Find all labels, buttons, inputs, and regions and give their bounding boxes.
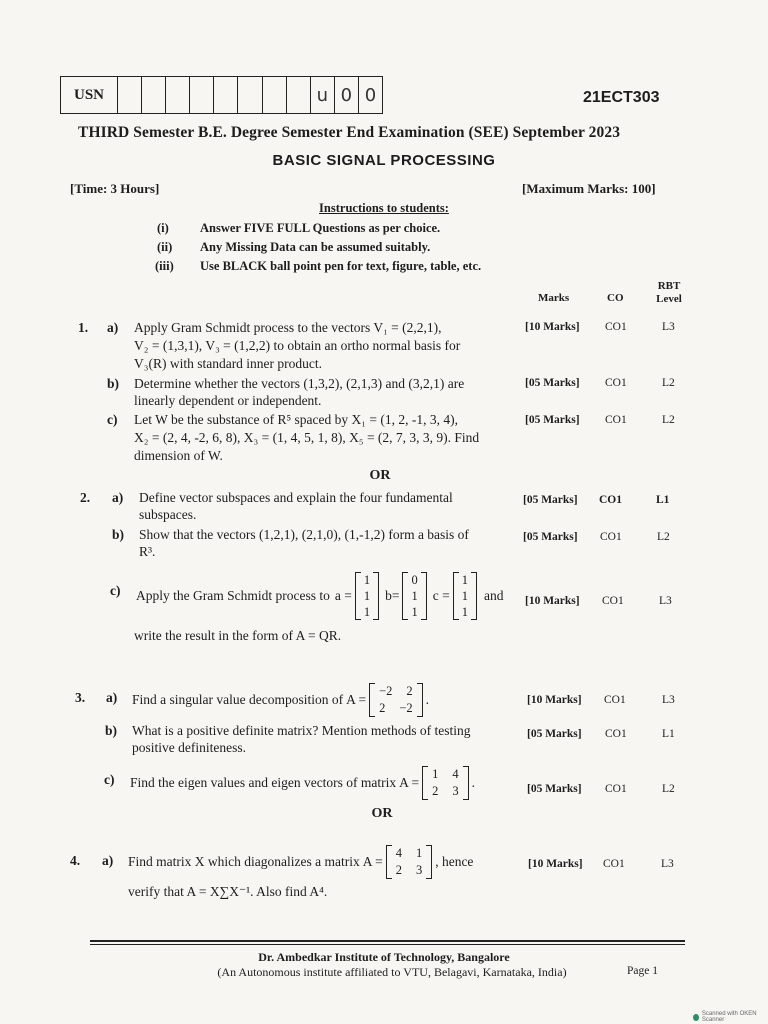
page-number: Page 1 (627, 965, 658, 977)
or-divider: OR (369, 468, 391, 483)
rbt-level: L2 (657, 531, 670, 543)
footer-affiliation: (An Autonomous institute affiliated to VTU, Belagavi, Karnataka, India) (217, 965, 567, 979)
question-number: 2. (80, 490, 91, 505)
matrix-row (428, 766, 463, 783)
svd-equation (132, 681, 429, 719)
footer-institute: Dr. Ambedkar Institute of Technology, Bangalore (258, 950, 510, 964)
rbt-level: L3 (662, 321, 675, 333)
equation-label: A = (399, 775, 420, 790)
question-text: Define vector subspaces and explain the four fundamental (139, 490, 453, 505)
usn-cell (118, 77, 142, 113)
question-number: 3. (75, 690, 86, 705)
equation-text: . (471, 775, 476, 790)
co-label: CO1 (604, 694, 626, 706)
exam-title: THIRD Semester B.E. Degree Semester End Examination (SEE) September 2023 (78, 124, 621, 141)
matrix-row (392, 862, 427, 879)
usn-cell (190, 77, 214, 113)
equation-label: a = (334, 588, 352, 603)
column-rbt: RBT (657, 280, 681, 292)
matrix-cell: 4 (395, 846, 402, 860)
watermark-text: Scanned with OKEN Scanner (701, 1011, 757, 1023)
equation-text: , hence (435, 854, 474, 869)
matrix-row (392, 845, 427, 862)
sub-question-label: c) (104, 772, 115, 787)
rbt-level: L2 (662, 377, 675, 389)
instruction-text: Any Missing Data can be assumed suitably. (200, 240, 431, 254)
instruction-text: Answer FIVE FULL Questions as per choice. (200, 221, 441, 235)
question-text: R³. (139, 544, 156, 559)
course-code: 21ECT303 (583, 89, 660, 106)
co-label: CO1 (605, 321, 627, 333)
max-marks-label: [Maximum Marks: 100] (522, 181, 656, 196)
question-number: 1. (78, 320, 89, 335)
matrix-cell: 2 (395, 863, 402, 877)
sub-question-label: b) (107, 376, 120, 391)
usn-label: USN (61, 77, 118, 113)
scanner-watermark (693, 1011, 768, 1023)
matrix-cell: 1 (415, 846, 423, 860)
equation-label: A = (346, 692, 367, 707)
marks-label: [10 Marks] (525, 595, 580, 607)
sub-question-label: b) (112, 527, 125, 542)
marks-label: [10 Marks] (528, 858, 583, 870)
matrix-cell: 1 (461, 605, 468, 619)
sub-question-label: b) (105, 723, 118, 738)
matrix-cell: 2 (406, 684, 413, 698)
question-text: Show that the vectors (1,2,1), (2,1,0), (1,-1,2) form a basis of (139, 527, 469, 542)
matrix-cell: −2 (399, 701, 413, 715)
question-text: X₂ = (2, 4, -2, 6, 8), X₃ = (1, 4, 5, 1, 8), X₅ = (2, 7, 3, 3, 9). Find (134, 430, 480, 445)
co-label: CO1 (603, 858, 625, 870)
matrix-a (422, 766, 469, 800)
column-level: Level (656, 293, 682, 305)
question-text: V₃(R) with standard inner product. (134, 356, 323, 371)
time-label: [Time: 3 Hours] (70, 181, 160, 196)
question-number: 4. (70, 853, 81, 868)
footer-rule (90, 940, 685, 942)
rbt-level: L3 (662, 694, 675, 706)
matrix-row (375, 683, 417, 700)
matrix-cell: 1 (461, 589, 468, 603)
sub-question-label: a) (106, 690, 118, 705)
rbt-level: L2 (662, 414, 675, 426)
column-co: CO (607, 292, 624, 304)
equation-text: Apply the Gram Schmidt process to (136, 588, 330, 603)
instruction-num: (ii) (157, 240, 173, 254)
question-text: verify that A = X∑X⁻¹. Also find A⁴. (128, 884, 328, 899)
usn-cell-filled: 0 (364, 84, 377, 106)
question-text: subspaces. (139, 507, 197, 522)
usn-cell (214, 77, 238, 113)
usn-cell (142, 77, 166, 113)
gram-schmidt-equation (136, 568, 503, 624)
question-text: What is a positive definite matrix? Mention methods of testing (132, 723, 471, 738)
marks-label: [10 Marks] (527, 694, 582, 706)
matrix-row (428, 783, 463, 800)
scanner-logo-icon (693, 1014, 699, 1021)
marks-label: [05 Marks] (527, 728, 582, 740)
question-text: Determine whether the vectors (1,3,2), (2,1,3) and (3,2,1) are (134, 376, 465, 391)
equation-label: b= (385, 588, 400, 603)
equation-text: Find matrix X which diagonalizes a matrix (128, 854, 360, 869)
sub-question-label: a) (102, 853, 114, 868)
matrix-cell: −2 (379, 684, 393, 698)
equation-label: A = (362, 854, 383, 869)
usn-cell (238, 77, 262, 113)
rbt-level: L3 (661, 858, 674, 870)
matrix-a (386, 845, 433, 879)
co-label: CO1 (605, 728, 627, 740)
question-text: Let W be the substance of R⁵ spaced by X₁ = (1, 2, -1, 3, 4), (134, 412, 458, 427)
marks-label: [05 Marks] (527, 783, 582, 795)
matrix-cell: 1 (461, 573, 468, 587)
usn-cell-filled: u (311, 77, 335, 113)
vector-b (402, 572, 426, 620)
question-text: write the result in the form of A = QR. (134, 628, 342, 643)
usn-box (60, 76, 383, 114)
co-label: CO1 (605, 783, 627, 795)
sub-question-label: c) (110, 583, 121, 598)
equation-text: and (483, 588, 504, 603)
rbt-level: L2 (662, 783, 675, 795)
matrix-cell: 1 (432, 767, 439, 781)
sub-question-label: c) (107, 412, 118, 427)
diagonalize-equation (128, 842, 473, 882)
question-text: positive definiteness. (132, 740, 246, 755)
matrix-a (369, 683, 423, 717)
vector-c (453, 572, 477, 620)
equation-text: . (425, 692, 430, 707)
instruction-text: Use BLACK ball point pen for text, figure, table, etc. (200, 259, 482, 273)
matrix-cell: 0 (411, 573, 418, 587)
matrix-cell: 4 (452, 767, 459, 781)
matrix-cell: 2 (379, 701, 386, 715)
equation-text: Find a singular value decomposition of (132, 692, 344, 707)
column-marks: Marks (538, 292, 570, 304)
matrix-cell: 3 (415, 863, 423, 877)
vector-a (355, 572, 379, 620)
question-text: Apply Gram Schmidt process to the vectors V₁ = (2,2,1), (134, 320, 442, 335)
matrix-cell: 1 (411, 605, 418, 619)
instructions-heading: Instructions to students: (319, 201, 449, 215)
eigen-equation (130, 764, 475, 802)
usn-cell (166, 77, 190, 113)
co-label: CO1 (605, 377, 627, 389)
co-label: CO1 (602, 595, 624, 607)
sub-question-label: a) (112, 490, 124, 505)
marks-label: [10 Marks] (525, 321, 580, 333)
instruction-num: (i) (157, 221, 169, 235)
question-text: dimension of W. (134, 448, 223, 463)
co-label: CO1 (600, 531, 622, 543)
matrix-cell: 1 (363, 589, 371, 603)
sub-question-label: a) (107, 320, 119, 335)
usn-cell (263, 77, 287, 113)
rbt-level: L1 (656, 494, 670, 506)
rbt-level: L3 (659, 595, 672, 607)
marks-label: [05 Marks] (525, 377, 580, 389)
co-label: CO1 (605, 414, 627, 426)
marks-label: [05 Marks] (523, 531, 578, 543)
marks-label: [05 Marks] (523, 494, 578, 506)
equation-label: c = (432, 588, 450, 603)
question-text: linearly dependent or independent. (134, 393, 322, 408)
matrix-cell: 2 (432, 784, 439, 798)
instruction-num: (iii) (155, 259, 174, 273)
matrix-row (375, 700, 417, 717)
marks-label: [05 Marks] (525, 414, 580, 426)
matrix-cell: 1 (363, 573, 371, 587)
usn-cell (287, 77, 311, 113)
usn-cell-filled: 0 (335, 77, 359, 113)
matrix-cell: 1 (411, 589, 418, 603)
matrix-cell: 1 (363, 605, 371, 619)
matrix-cell: 3 (452, 784, 459, 798)
question-text: V₂ = (1,3,1), V₃ = (1,2,2) to obtain an ortho normal basis for (134, 338, 461, 353)
rbt-level: L1 (662, 728, 675, 740)
subject-title: BASIC SIGNAL PROCESSING (272, 152, 496, 169)
footer-rule (90, 944, 685, 945)
or-divider: OR (371, 806, 393, 821)
co-label: CO1 (599, 494, 622, 506)
equation-text: Find the eigen values and eigen vectors of matrix (130, 775, 397, 790)
